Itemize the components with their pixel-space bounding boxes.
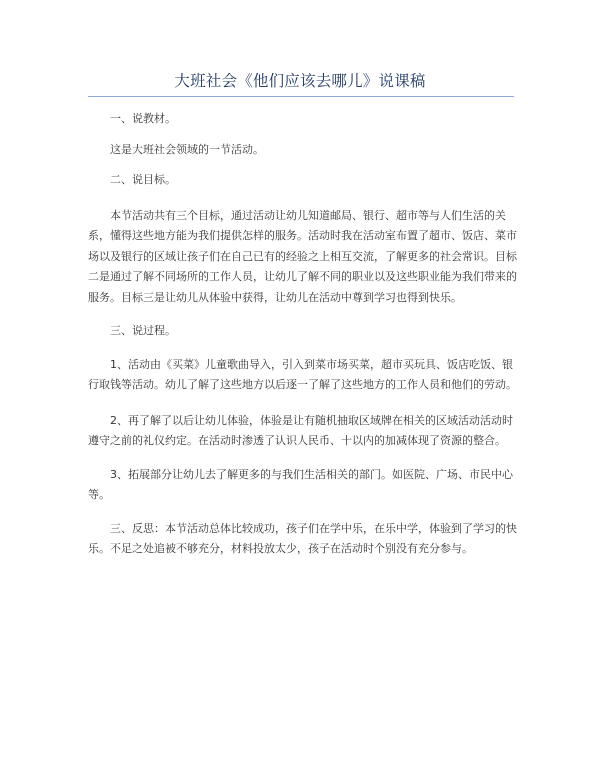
section-2-heading: 二、说目标。 bbox=[110, 173, 176, 186]
section-3-step-3: 3、拓展部分让幼儿去了解更多的与我们生活相关的部门。如医院、广场、市民中心等。 bbox=[88, 467, 513, 501]
section-1-heading: 一、说教材。 bbox=[110, 112, 176, 125]
section-2-text: 本节活动共有三个目标，通过活动让幼儿知道邮局、银行、超市等与人们生活的关系，懂得这些地方能为我们提供怎样的服务。活动时我在活动室布置了超市、饭店、菜市场以及银行的区域让孩子们在自己已有的经验之上相互交流，了解更多的社会常识。目标二是通过了解不同场所的工作人员，让幼儿了解不同的职业以及这些职业能为我们带来的服务。目标三是让幼儿从体验中获得，让幼儿在活动中尊到学习也得到快乐。 bbox=[88, 208, 517, 304]
section-3-heading: 三、说过程。 bbox=[110, 324, 176, 337]
title-underline bbox=[88, 96, 514, 97]
document-body bbox=[88, 109, 518, 560]
section-3-step-1: 1、活动由《买菜》儿童歌曲导入，引入到菜市场买菜，超市买玩具、饭店吃饭、银行取钱等活动。幼儿了解了这些地方以后逐一了解了这些地方的工作人员和他们的劳动。 bbox=[88, 357, 517, 391]
section-3-step-2: 2、再了解了以后让幼儿体验，体验是让有随机抽取区域牌在相关的区域活动活动时遵守之前的礼仪约定。在活动时渗透了认识人民币、十以内的加减体现了资源的整合。 bbox=[88, 413, 513, 447]
section-1-text: 这是大班社会领域的一节活动。 bbox=[110, 142, 264, 156]
document-title: 大班社会《他们应该去哪儿》说课稿 bbox=[174, 72, 426, 90]
section-4-reflection: 三、反思：本节活动总体比较成功，孩子们在学中乐，在乐中学，体验到了学习的快乐。不足之处追被不够充分，材料投放太少，孩子在活动时个别没有充分参与。 bbox=[88, 521, 517, 555]
